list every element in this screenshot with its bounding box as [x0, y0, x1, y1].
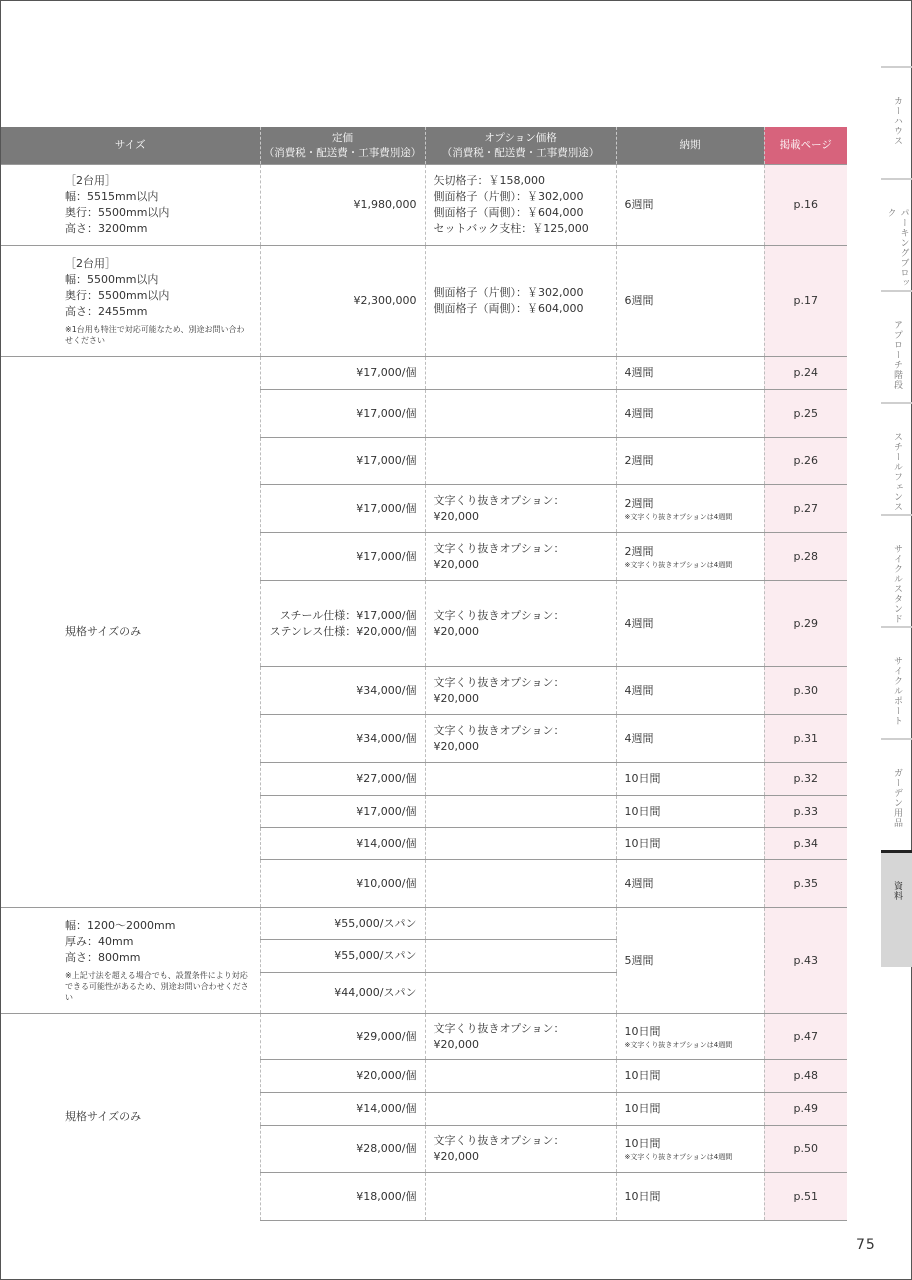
page-ref: p.33	[793, 804, 818, 818]
size-cell	[1, 908, 260, 1014]
lead-time: 4週間	[624, 876, 654, 890]
lead-time: 10日間	[624, 804, 661, 818]
page-ref-cell	[764, 1060, 847, 1093]
page-ref-cell	[764, 246, 847, 357]
lead-time: 4週間	[624, 683, 654, 697]
lead-time-cell	[616, 246, 764, 357]
header-price: 定価 （消費税・配送費・工事費別途）	[260, 127, 425, 165]
lead-time: 6週間	[624, 294, 654, 307]
lead-time-cell	[616, 1014, 764, 1060]
size-line: 厚み：40mm	[65, 935, 134, 948]
price-line: ¥14,000/個	[356, 836, 417, 850]
page-number: 75	[856, 1237, 876, 1253]
lead-time-cell	[616, 860, 764, 908]
price-line: ¥14,000/個	[356, 1102, 417, 1115]
price-cell	[260, 1060, 425, 1093]
side-tab-label: パーキングブロック	[885, 208, 909, 288]
size-cell	[1, 357, 260, 908]
side-index-tabs	[881, 0, 912, 1280]
option-cell	[425, 390, 616, 438]
lead-time: 10日間	[624, 1189, 661, 1203]
price-cell	[260, 828, 425, 860]
size-line: 幅：5500mm以内	[65, 273, 159, 286]
price-line: ¥27,000/個	[356, 772, 417, 785]
price-line: ¥55,000/スパン	[334, 949, 417, 962]
size-line: 規格サイズのみ	[65, 625, 142, 638]
lead-time: 10日間	[624, 1024, 661, 1038]
page-ref-cell	[764, 165, 847, 246]
page-ref: p.17	[793, 294, 818, 307]
lead-time-note: ※文字くり抜きオプションは4週間	[624, 1040, 733, 1049]
option-cell	[425, 1014, 616, 1060]
side-tab-label: アプローチ階段	[892, 320, 902, 390]
price-line: ¥29,000/個	[356, 1029, 417, 1043]
side-tab-label: サイクルスタンド	[892, 544, 902, 624]
page-ref-cell	[764, 1093, 847, 1126]
page-ref: p.49	[793, 1102, 818, 1115]
page-ref: p.47	[793, 1029, 818, 1043]
option-cell	[425, 908, 616, 940]
size-line: 高さ：800mm	[65, 951, 141, 964]
page-ref-cell	[764, 763, 847, 796]
page-ref-cell	[764, 667, 847, 715]
option-cell	[425, 973, 616, 1014]
page-ref-cell	[764, 533, 847, 581]
side-tab-label: ガーデン用品	[892, 768, 902, 828]
lead-time: 10日間	[624, 1137, 661, 1150]
price-line: ¥28,000/個	[356, 1142, 417, 1155]
lead-time-cell	[616, 533, 764, 581]
side-tab-label: スチールフェンス	[892, 432, 902, 512]
price-line: ¥34,000/個	[356, 731, 417, 745]
size-cell	[1, 246, 260, 357]
option-cell	[425, 533, 616, 581]
price-line: ¥18,000/個	[356, 1189, 417, 1203]
price-cell	[260, 908, 425, 940]
price-line: ¥55,000/スパン	[334, 916, 417, 930]
page-ref-cell	[764, 485, 847, 533]
lead-time-note: ※文字くり抜きオプションは4週間	[624, 560, 733, 569]
lead-time-note: ※文字くり抜きオプションは4週間	[624, 1153, 733, 1161]
page-ref: p.43	[793, 953, 818, 967]
size-line: 奥行：5500mm以内	[65, 206, 170, 219]
price-cell	[260, 860, 425, 908]
lead-time-cell	[616, 908, 764, 1014]
price-cell	[260, 1014, 425, 1060]
option-cell	[425, 940, 616, 973]
header-lead-time: 納期	[616, 127, 764, 165]
lead-time: 4週間	[624, 366, 654, 379]
option-line: 文字くり抜きオプション：¥20,000	[433, 608, 565, 638]
header-size: サイズ	[1, 127, 260, 165]
side-tab-label: サイクルポート	[892, 656, 902, 726]
option-cell	[425, 1093, 616, 1126]
price-line: ¥20,000/個	[356, 1069, 417, 1082]
lead-time: 5週間	[624, 953, 654, 967]
lead-time: 10日間	[624, 1069, 661, 1082]
side-tab[interactable]	[881, 514, 912, 626]
page-ref-cell	[764, 357, 847, 390]
lead-time-cell	[616, 715, 764, 763]
option-line: 側面格子（片側）：￥302,000	[433, 286, 584, 299]
size-note: ※上記寸法を超える場合でも、設置条件により対応できる可能性があるため、別途お問い合わせください	[65, 971, 249, 1002]
page-ref-cell	[764, 1173, 847, 1221]
lead-time: 4週間	[624, 616, 654, 630]
page-ref-cell	[764, 581, 847, 667]
size-cell	[1, 165, 260, 246]
price-cell	[260, 246, 425, 357]
option-cell	[425, 246, 616, 357]
option-cell	[425, 485, 616, 533]
option-line: 矢切格子：￥158,000	[433, 174, 545, 187]
table-row	[1, 908, 847, 940]
lead-time: 10日間	[624, 772, 661, 785]
price-cell	[260, 973, 425, 1014]
page-ref-cell	[764, 715, 847, 763]
option-line: 側面格子（両側）：￥604,000	[433, 206, 584, 219]
side-tab[interactable]	[881, 178, 912, 290]
price-cell	[260, 581, 425, 667]
lead-time: 2週間	[624, 544, 654, 558]
price-line: ¥17,000/個	[356, 454, 417, 467]
option-line: 側面格子（片側）：￥302,000	[433, 190, 584, 203]
price-line: ¥17,000/個	[356, 406, 417, 420]
page-ref-cell	[764, 390, 847, 438]
option-cell	[425, 1060, 616, 1093]
size-line: 奥行：5500mm以内	[65, 289, 170, 302]
lead-time: 6週間	[624, 198, 654, 211]
price-table	[1, 127, 847, 1221]
lead-time-cell	[616, 581, 764, 667]
lead-time-cell	[616, 485, 764, 533]
option-cell	[425, 581, 616, 667]
page-ref: p.31	[793, 731, 818, 745]
page-ref-cell	[764, 828, 847, 860]
size-line: ［2台用］	[65, 174, 116, 187]
price-cell	[260, 485, 425, 533]
side-tab-label: 資料	[892, 881, 902, 901]
lead-time: 10日間	[624, 836, 661, 850]
price-cell	[260, 1126, 425, 1173]
side-tab[interactable]	[881, 738, 912, 850]
price-cell	[260, 357, 425, 390]
size-line: 幅：5515mm以内	[65, 190, 159, 203]
price-line: ¥1,980,000	[353, 198, 417, 211]
size-line: 高さ：3200mm	[65, 222, 148, 235]
option-line: 文字くり抜きオプション：¥20,000	[433, 723, 565, 753]
option-line: セットバック支柱：￥125,000	[433, 222, 589, 235]
page-ref: p.26	[793, 454, 818, 467]
lead-time: 4週間	[624, 731, 654, 745]
lead-time-note: ※文字くり抜きオプションは4週間	[624, 512, 733, 521]
price-line: ¥10,000/個	[356, 876, 417, 890]
option-line: 文字くり抜きオプション：¥20,000	[433, 1021, 565, 1051]
option-line: 文字くり抜きオプション：¥20,000	[433, 675, 565, 705]
page-ref-cell	[764, 796, 847, 828]
page-ref: p.32	[793, 772, 818, 785]
table-header-row	[1, 127, 847, 165]
size-cell	[1, 1014, 260, 1221]
page-ref-cell	[764, 908, 847, 1014]
page-ref: p.29	[793, 616, 818, 630]
lead-time-cell	[616, 1126, 764, 1173]
page-ref: p.28	[793, 549, 818, 563]
page-ref: p.24	[793, 366, 818, 379]
option-cell	[425, 357, 616, 390]
price-cell	[260, 763, 425, 796]
size-line: ［2台用］	[65, 257, 116, 270]
page-ref: p.50	[793, 1142, 818, 1155]
lead-time-cell	[616, 1093, 764, 1126]
price-line: ¥44,000/スパン	[334, 986, 417, 999]
option-line: 文字くり抜きオプション：¥20,000	[433, 1134, 565, 1163]
price-cell	[260, 1093, 425, 1126]
price-line: ステンレス仕様：¥20,000/個	[269, 624, 417, 638]
lead-time-cell	[616, 763, 764, 796]
option-cell	[425, 667, 616, 715]
price-line: ¥17,000/個	[356, 366, 417, 379]
option-cell	[425, 763, 616, 796]
price-cell	[260, 165, 425, 246]
side-tab[interactable]	[881, 290, 912, 402]
price-cell	[260, 796, 425, 828]
side-tab[interactable]	[881, 66, 912, 178]
page-ref: p.30	[793, 683, 818, 697]
option-line: 文字くり抜きオプション：¥20,000	[433, 541, 565, 571]
table-row	[1, 246, 847, 357]
price-line: ¥17,000/個	[356, 804, 417, 818]
lead-time-cell	[616, 796, 764, 828]
price-cell	[260, 1173, 425, 1221]
size-note: ※1台用も特注で対応可能なため、別途お問い合わせください	[65, 325, 245, 345]
header-page: 掲載ページ	[764, 127, 847, 165]
page-ref: p.48	[793, 1069, 818, 1082]
option-cell	[425, 715, 616, 763]
price-line: ¥2,300,000	[353, 294, 417, 307]
option-line: 文字くり抜きオプション：¥20,000	[433, 493, 565, 523]
page-ref: p.27	[793, 501, 818, 515]
page-ref: p.25	[793, 406, 818, 420]
price-line: ¥34,000/個	[356, 683, 417, 697]
page-ref-cell	[764, 438, 847, 485]
price-cell	[260, 667, 425, 715]
side-tab[interactable]	[881, 850, 912, 967]
option-cell	[425, 1173, 616, 1221]
table-row	[1, 357, 847, 390]
lead-time: 4週間	[624, 406, 654, 420]
page-ref-cell	[764, 1014, 847, 1060]
price-line: ¥17,000/個	[356, 549, 417, 563]
price-cell	[260, 715, 425, 763]
page-ref: p.51	[793, 1189, 818, 1203]
lead-time: 10日間	[624, 1102, 661, 1115]
page-ref-cell	[764, 1126, 847, 1173]
option-cell	[425, 828, 616, 860]
side-tab[interactable]	[881, 402, 912, 514]
lead-time-cell	[616, 828, 764, 860]
side-tab[interactable]	[881, 626, 912, 738]
price-cell	[260, 390, 425, 438]
price-cell	[260, 533, 425, 581]
table-row	[1, 1014, 847, 1060]
lead-time-cell	[616, 165, 764, 246]
lead-time: 2週間	[624, 454, 654, 467]
lead-time: 2週間	[624, 496, 654, 510]
option-cell	[425, 438, 616, 485]
option-cell	[425, 796, 616, 828]
side-tab-label: カーハウス	[892, 96, 902, 146]
size-line: 高さ：2455mm	[65, 305, 148, 318]
lead-time-cell	[616, 357, 764, 390]
option-cell	[425, 860, 616, 908]
page-ref: p.35	[793, 876, 818, 890]
size-line: 幅：1200～2000mm	[65, 919, 176, 932]
table-row	[1, 165, 847, 246]
lead-time-cell	[616, 1173, 764, 1221]
page-ref-cell	[764, 860, 847, 908]
option-line: 側面格子（両側）：￥604,000	[433, 302, 584, 315]
option-cell	[425, 165, 616, 246]
lead-time-cell	[616, 667, 764, 715]
price-line: ¥17,000/個	[356, 501, 417, 515]
price-cell	[260, 438, 425, 485]
price-line: スチール仕様：¥17,000/個	[279, 608, 417, 622]
lead-time-cell	[616, 438, 764, 485]
price-cell	[260, 940, 425, 973]
lead-time-cell	[616, 1060, 764, 1093]
lead-time-cell	[616, 390, 764, 438]
size-line: 規格サイズのみ	[65, 1110, 142, 1124]
page-ref: p.34	[793, 836, 818, 850]
header-option: オプション価格 （消費税・配送費・工事費別途）	[425, 127, 616, 165]
option-cell	[425, 1126, 616, 1173]
page-ref: p.16	[793, 198, 818, 211]
